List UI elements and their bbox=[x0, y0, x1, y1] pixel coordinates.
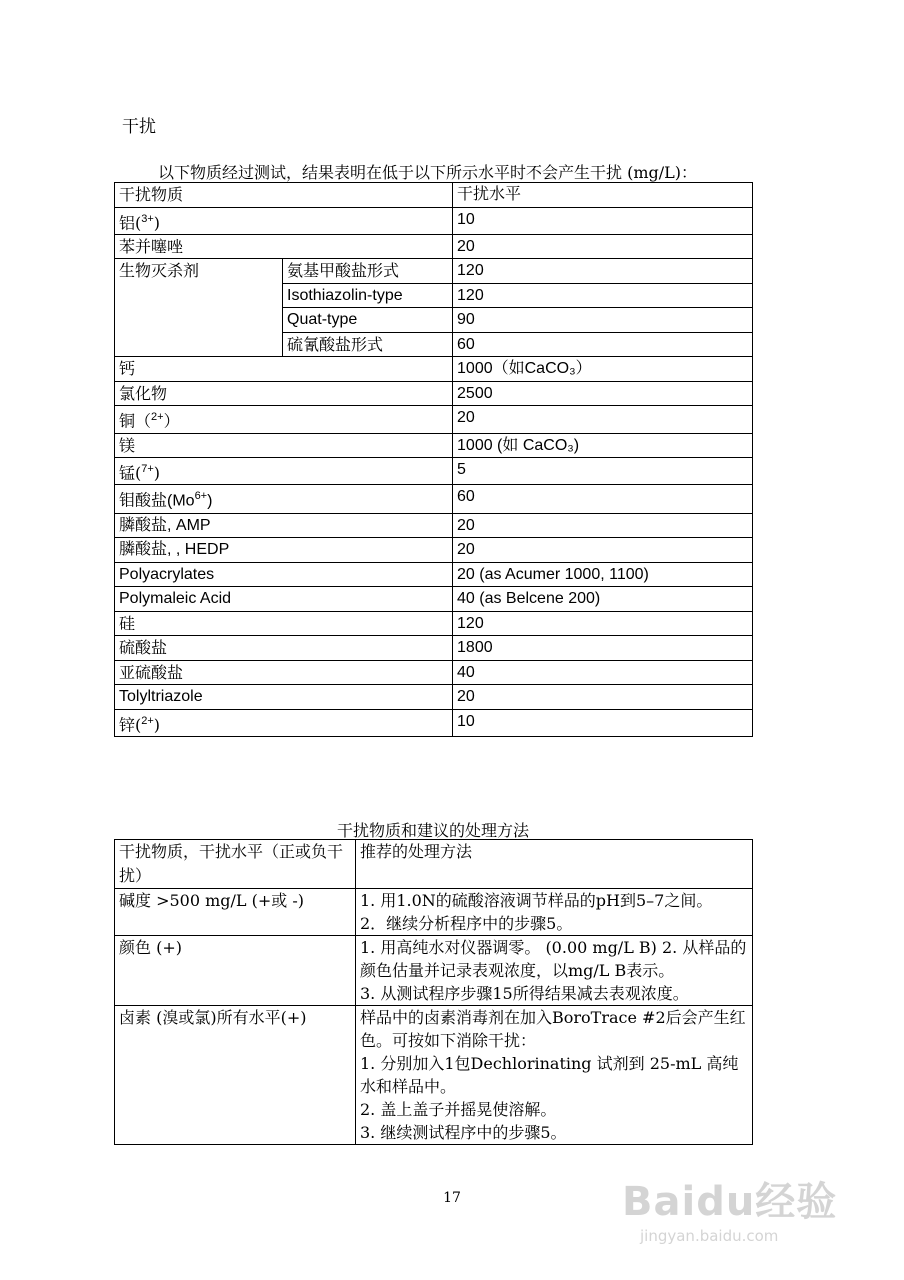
watermark bbox=[622, 1170, 862, 1256]
charge-superscript: 6+ bbox=[194, 490, 208, 503]
header-level: 干扰水平 bbox=[453, 183, 753, 208]
substance-cell: Tolyltriazole bbox=[115, 685, 453, 710]
treatment-table bbox=[114, 839, 753, 1145]
charge-superscript: 2+ bbox=[141, 714, 154, 727]
level-cell: 20 bbox=[453, 406, 753, 433]
table-row bbox=[115, 538, 753, 563]
table-row bbox=[115, 357, 753, 382]
level-cell: 20 bbox=[453, 685, 753, 710]
substance-level-cell: 碱度 >500 mg/L (+或 -) bbox=[115, 889, 356, 936]
method-cell bbox=[356, 889, 753, 936]
table-row bbox=[115, 1006, 753, 1145]
substance-cell: 锰($^{7+}$) bbox=[115, 458, 453, 485]
method-line: 2．继续分析程序中的步骤5。 bbox=[360, 914, 573, 933]
header-substance-level: 干扰物质，干扰水平（正或负干扰） bbox=[115, 840, 356, 889]
level-cell: 40 (as Belcene 200) bbox=[453, 587, 753, 612]
method-cell bbox=[356, 1006, 753, 1145]
substance-cell: 亚硫酸盐 bbox=[115, 660, 453, 685]
header-substance: 干扰物质 bbox=[115, 183, 453, 208]
table-row bbox=[115, 611, 753, 636]
substance-cell: 锌($^{2+}$) bbox=[115, 709, 453, 736]
level-cell: 20 bbox=[453, 513, 753, 538]
charge-superscript: 7+ bbox=[141, 463, 154, 476]
header-method: 推荐的处理方法 bbox=[356, 840, 753, 889]
level-cell: 10 bbox=[453, 709, 753, 736]
table-header-row bbox=[115, 840, 753, 889]
level-cell: 20 (as Acumer 1000, 1100) bbox=[453, 562, 753, 587]
group-cell: 生物灭杀剂 bbox=[115, 259, 283, 357]
table-row bbox=[115, 485, 753, 513]
table-row bbox=[115, 660, 753, 685]
substance-cell: 硅 bbox=[115, 611, 453, 636]
table-row bbox=[115, 433, 753, 458]
substance-cell: 钼酸盐$(Mo^{6+})$ bbox=[115, 485, 453, 513]
method-line: 3. 继续测试程序中的步骤5。 bbox=[360, 1123, 567, 1142]
sub-substance-cell: Isothiazolin-type bbox=[283, 283, 453, 308]
substance-cell: 硫酸盐 bbox=[115, 636, 453, 661]
method-line: 1. 用高纯水对仪器调零。 (0.00 mg/L B) 2. 从样品的颜色估量并记录表观浓度，以mg/L B表示。 bbox=[360, 938, 747, 980]
substance-cell: 镁 bbox=[115, 433, 453, 458]
substance-cell: 铜（$^{2+}$） bbox=[115, 406, 453, 433]
method-line: 1. 分别加入1包Dechlorinating 试剂到 25-mL 高纯水和样品中。 bbox=[360, 1054, 739, 1096]
table-row bbox=[115, 513, 753, 538]
level-cell: 40 bbox=[453, 660, 753, 685]
level-cell: 60 bbox=[453, 485, 753, 513]
treatment-table-caption: 干扰物质和建议的处理方法 bbox=[336, 821, 529, 840]
substance-cell: 膦酸盐, , HEDP bbox=[115, 538, 453, 563]
table-row bbox=[115, 207, 753, 234]
substance-cell: Polymaleic Acid bbox=[115, 587, 453, 612]
table-row bbox=[115, 936, 753, 1006]
level-cell: 20 bbox=[453, 234, 753, 259]
page-number: 17 bbox=[443, 1190, 461, 1206]
level-cell: 1000（如CaCO₃） bbox=[453, 357, 753, 382]
level-cell: 120 bbox=[453, 259, 753, 284]
level-cell: 10 bbox=[453, 207, 753, 234]
table-row bbox=[115, 587, 753, 612]
method-line: 1. 用1.0N的硫酸溶液调节样品的pH到5–7之间。 bbox=[360, 891, 713, 910]
watermark-logo: Baidu经验 bbox=[622, 1179, 838, 1225]
method-cell bbox=[356, 936, 753, 1006]
table-row bbox=[115, 234, 753, 259]
level-cell: 2500 bbox=[453, 381, 753, 406]
level-cell: 5 bbox=[453, 458, 753, 485]
table-row bbox=[115, 406, 753, 433]
sub-substance-cell: Quat-type bbox=[283, 308, 453, 333]
substance-cell: 氯化物 bbox=[115, 381, 453, 406]
substance-cell: 膦酸盐, AMP bbox=[115, 513, 453, 538]
level-cell: 1800 bbox=[453, 636, 753, 661]
level-cell: 120 bbox=[453, 611, 753, 636]
charge-superscript: 2+ bbox=[151, 411, 164, 424]
interference-level-table bbox=[114, 182, 753, 737]
table-header-row bbox=[115, 183, 753, 208]
substance-cell: 钙 bbox=[115, 357, 453, 382]
table-row bbox=[115, 636, 753, 661]
level-cell: 60 bbox=[453, 332, 753, 357]
table-row bbox=[115, 685, 753, 710]
method-line: 2. 盖上盖子并摇晃使溶解。 bbox=[360, 1100, 557, 1119]
table-row bbox=[115, 562, 753, 587]
level-cell: 1000 (如 CaCO₃) bbox=[453, 433, 753, 458]
substance-level-cell: 颜色 (+) bbox=[115, 936, 356, 1006]
level-cell: 20 bbox=[453, 538, 753, 563]
table-row bbox=[115, 381, 753, 406]
section-heading: 干扰 bbox=[122, 117, 156, 137]
substance-cell: 苯并噻唑 bbox=[115, 234, 453, 259]
table-row bbox=[115, 259, 753, 284]
level-cell: 120 bbox=[453, 283, 753, 308]
level-cell: 90 bbox=[453, 308, 753, 333]
table-row bbox=[115, 889, 753, 936]
method-line: 3. 从测试程序步骤15所得结果减去表观浓度。 bbox=[360, 984, 689, 1003]
intro-text: 以下物质经过测试，结果表明在低于以下所示水平时不会产生干扰 (mg/L)： bbox=[158, 163, 698, 182]
sub-substance-cell: 氨基甲酸盐形式 bbox=[283, 259, 453, 284]
table-row bbox=[115, 458, 753, 485]
charge-superscript: 3+ bbox=[141, 212, 154, 225]
substance-cell: 铝($^{3+}$) bbox=[115, 207, 453, 234]
method-line: 样品中的卤素消毒剂在加入BoroTrace #2后会产生红色。可按如下消除干扰： bbox=[360, 1008, 746, 1050]
table-row bbox=[115, 709, 753, 736]
substance-cell: Polyacrylates bbox=[115, 562, 453, 587]
substance-level-cell: 卤素 (溴或氯)所有水平(+) bbox=[115, 1006, 356, 1145]
sub-substance-cell: 硫氰酸盐形式 bbox=[283, 332, 453, 357]
watermark-url: jingyan.baidu.com bbox=[640, 1227, 779, 1245]
